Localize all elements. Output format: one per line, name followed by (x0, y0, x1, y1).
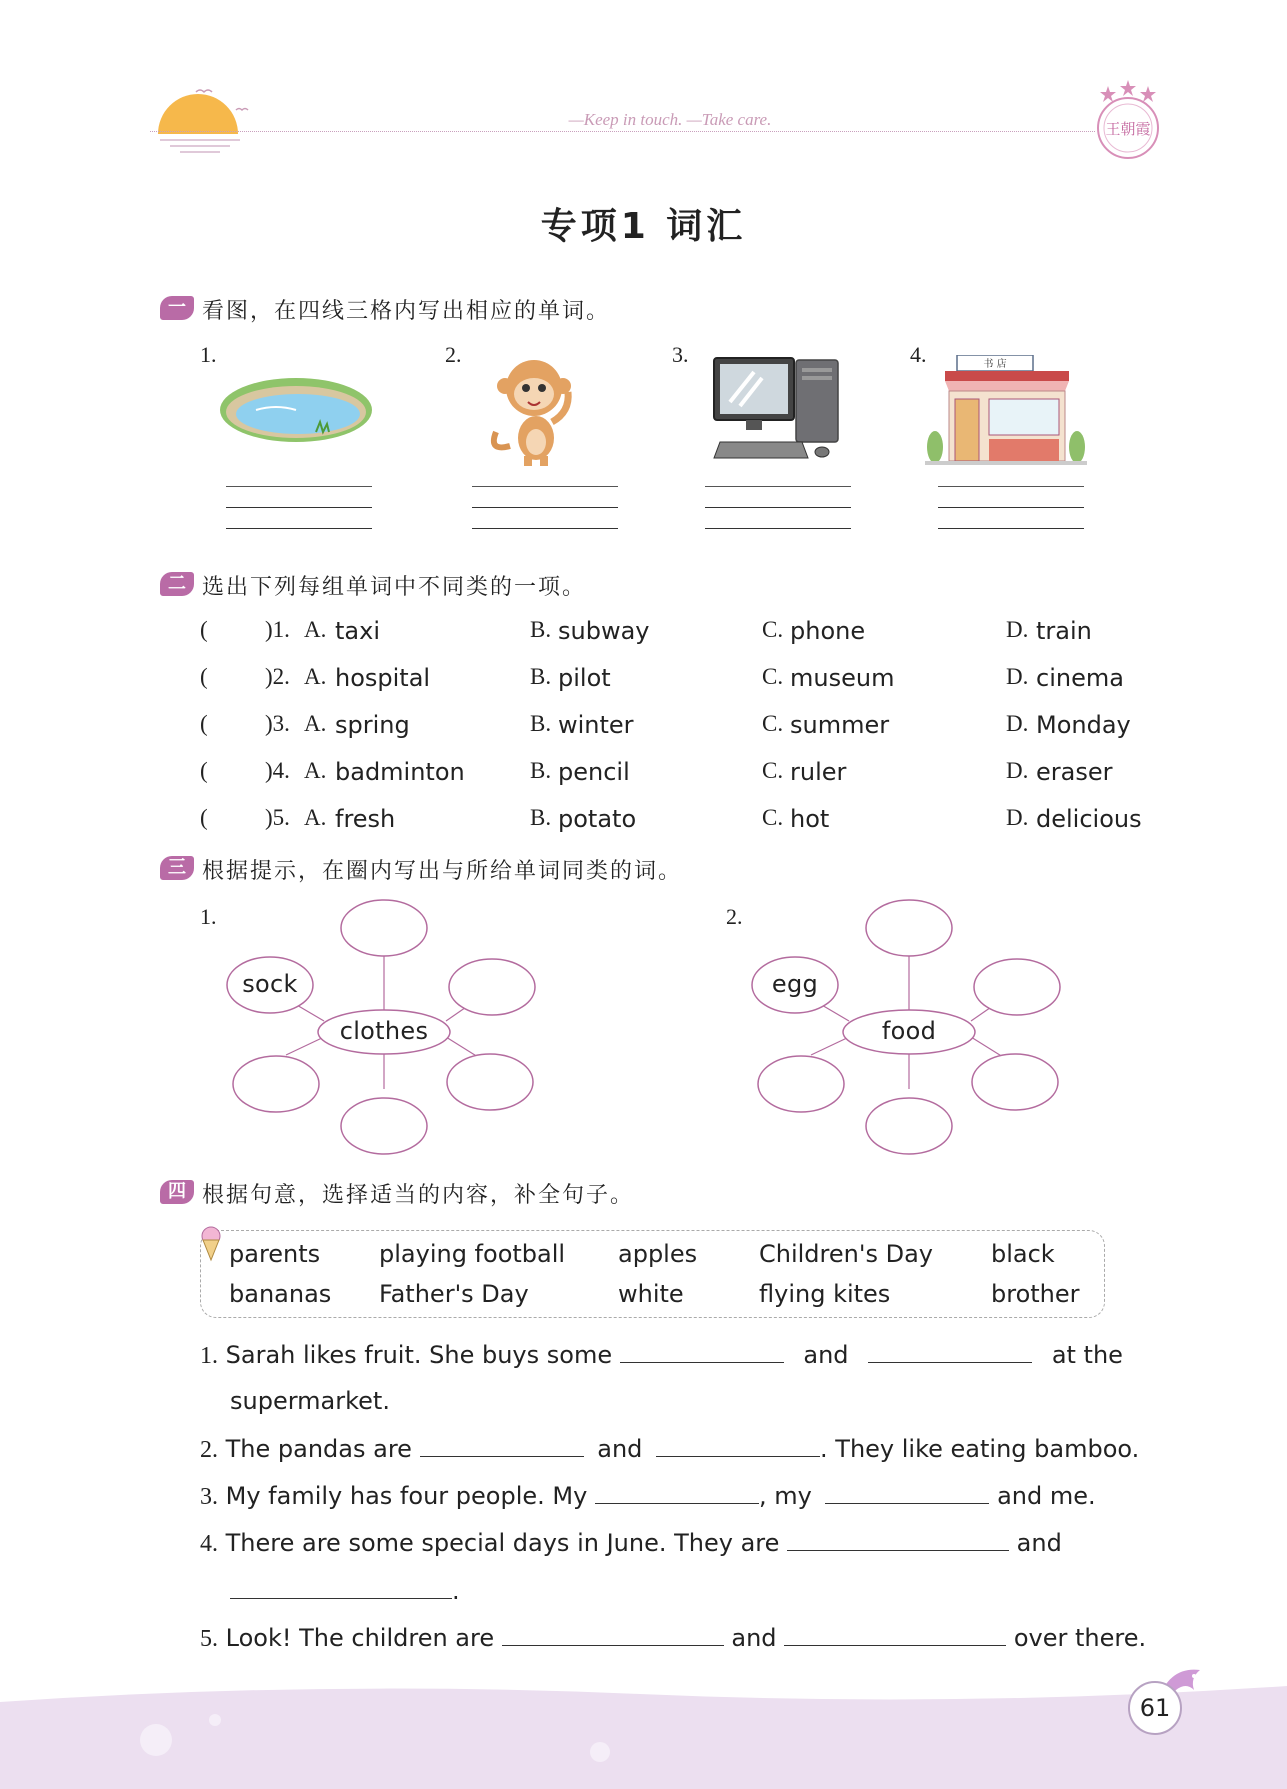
writing-lines[interactable] (705, 466, 851, 529)
option-c: museum (790, 664, 895, 692)
web-given-word: egg (771, 970, 819, 998)
answer-blank[interactable] (620, 1340, 784, 1363)
word-bank-item: Father's Day (379, 1280, 529, 1308)
svg-text:书 店: 书 店 (983, 359, 1007, 370)
sentence-number: 3. (200, 1484, 218, 1510)
web-circle (341, 900, 427, 956)
header-divider (150, 131, 1095, 132)
section-title: 选出下列每组单词中不同类的一项。 (202, 575, 587, 600)
option-label: A. (304, 664, 327, 689)
option-label: D. (1006, 617, 1029, 642)
option-label: B. (530, 617, 552, 642)
choice-row (200, 617, 1180, 657)
sentence-2 (200, 1434, 1139, 1464)
sentence-number: 2. (200, 1437, 218, 1463)
option-label: C. (762, 617, 784, 642)
sentence-text: My family has four people. My (225, 1482, 588, 1510)
option-a: spring (335, 711, 410, 739)
writing-lines[interactable] (226, 466, 372, 529)
question-number: )5. (265, 805, 290, 830)
web-circle (974, 959, 1060, 1015)
word-bank-item: playing football (379, 1240, 566, 1268)
pond-icon (216, 370, 376, 450)
web-circle (341, 1098, 427, 1154)
option-label: A. (304, 805, 327, 830)
item-number: 4. (910, 342, 927, 367)
sentence-text: and (731, 1624, 777, 1652)
option-label: B. (530, 711, 552, 736)
option-a: badminton (335, 758, 465, 786)
choice-row (200, 805, 1180, 845)
sentence-text: The pandas are (225, 1435, 412, 1463)
answer-blank[interactable] (656, 1434, 820, 1457)
section-badge: 四 (160, 1180, 194, 1204)
publisher-seal-icon (1088, 76, 1168, 168)
sentence-1-cont: supermarket. (230, 1387, 390, 1415)
web-given-word: sock (242, 970, 298, 998)
word-bank-item: white (618, 1280, 684, 1308)
option-label: B. (530, 664, 552, 689)
sentence-4 (200, 1528, 1062, 1558)
option-label: D. (1006, 758, 1029, 783)
section-badge: 三 (160, 856, 194, 880)
svg-text:王朝霞: 王朝霞 (1105, 120, 1151, 138)
option-b: pencil (558, 758, 630, 786)
item-number: 1. (200, 342, 217, 367)
sentence-text: There are some special days in June. They are (225, 1529, 780, 1557)
option-label: C. (762, 805, 784, 830)
answer-paren[interactable]: ( (200, 664, 208, 689)
sentence-text: . (452, 1577, 460, 1605)
option-b: winter (558, 711, 634, 739)
web-center-word: food (881, 1017, 937, 1045)
sentence-5 (200, 1623, 1146, 1653)
writing-lines[interactable] (472, 466, 618, 529)
answer-paren[interactable]: ( (200, 805, 208, 830)
web-circle (972, 1054, 1058, 1110)
web-circle (449, 959, 535, 1015)
computer-icon (710, 354, 845, 466)
section-title: 根据句意，选择适当的内容，补全句子。 (202, 1183, 635, 1208)
answer-blank[interactable] (825, 1481, 989, 1504)
web-circle (866, 1098, 952, 1154)
option-c: hot (790, 805, 830, 833)
sentence-number: 4. (200, 1531, 218, 1557)
option-d: eraser (1036, 758, 1113, 786)
option-label: C. (762, 664, 784, 689)
section-badge: 二 (160, 572, 194, 596)
item-number: 3. (672, 342, 689, 367)
option-d: train (1036, 617, 1092, 645)
web-circle (866, 900, 952, 956)
option-label: D. (1006, 711, 1029, 736)
sentence-number: 1. (200, 1343, 218, 1369)
answer-paren[interactable]: ( (200, 711, 208, 736)
sentence-text: and me. (997, 1482, 1096, 1510)
answer-blank[interactable] (420, 1434, 584, 1457)
sentence-number: 5. (200, 1626, 218, 1652)
choice-row (200, 711, 1180, 751)
monkey-icon (490, 350, 580, 468)
option-label: D. (1006, 664, 1029, 689)
option-d: delicious (1036, 805, 1142, 833)
word-bank-item: flying kites (759, 1280, 891, 1308)
word-bank-item: apples (618, 1240, 698, 1268)
option-d: cinema (1036, 664, 1124, 692)
option-label: B. (530, 805, 552, 830)
sentence-text: Look! The children are (225, 1624, 495, 1652)
web-number: 1. (200, 904, 217, 929)
answer-blank[interactable] (868, 1340, 1032, 1363)
sentence-text: over there. (1013, 1624, 1147, 1652)
sun-logo-icon (150, 84, 260, 154)
option-d: Monday (1036, 711, 1131, 739)
option-a: hospital (335, 664, 431, 692)
question-number: )4. (265, 758, 290, 783)
word-bank-item: black (991, 1240, 1055, 1268)
choice-row (200, 664, 1180, 704)
option-c: ruler (790, 758, 847, 786)
page-number: 61 (1128, 1681, 1182, 1735)
option-label: A. (304, 711, 327, 736)
web-circle (758, 1056, 844, 1112)
section-badge: 一 (160, 296, 194, 320)
option-label: D. (1006, 805, 1029, 830)
option-b: subway (558, 617, 650, 645)
option-c: phone (790, 617, 866, 645)
answer-blank[interactable] (502, 1623, 724, 1646)
answer-blank[interactable] (787, 1528, 1009, 1551)
word-bank-item: parents (229, 1240, 321, 1268)
sentence-text: at the (1051, 1341, 1123, 1369)
sentence-text: Sarah likes fruit. She buys some (225, 1341, 613, 1369)
web-circle (447, 1054, 533, 1110)
option-label: C. (762, 711, 784, 736)
page-title: 专项1 词汇 (540, 206, 747, 247)
web-circle (233, 1056, 319, 1112)
section-title: 根据提示，在圈内写出与所给单词同类的词。 (202, 859, 683, 884)
answer-blank[interactable] (595, 1481, 759, 1504)
question-number: )2. (265, 664, 290, 689)
option-label: B. (530, 758, 552, 783)
option-label: A. (304, 617, 327, 642)
word-bank-item: Children's Day (759, 1240, 933, 1268)
web-number: 2. (726, 904, 743, 929)
sentence-text: . They like eating bamboo. (820, 1435, 1140, 1463)
sentence-text: and (803, 1341, 849, 1369)
sentence-4-cont (230, 1576, 460, 1605)
option-b: potato (558, 805, 637, 833)
answer-blank[interactable] (784, 1623, 1006, 1646)
answer-blank[interactable] (230, 1576, 452, 1599)
option-label: A. (304, 758, 327, 783)
option-a: fresh (335, 805, 396, 833)
sentence-text: and (597, 1435, 643, 1463)
sentence-1 (200, 1340, 1123, 1370)
option-a: taxi (335, 617, 380, 645)
sentence-text: and (1016, 1529, 1062, 1557)
option-c: summer (790, 711, 890, 739)
word-bank-item: bananas (229, 1280, 332, 1308)
item-number: 2. (445, 342, 462, 367)
answer-paren[interactable]: ( (200, 758, 208, 783)
choice-row (200, 758, 1180, 798)
footer-wave (0, 1680, 1287, 1789)
web-center-word: clothes (339, 1017, 429, 1045)
question-number: )3. (265, 711, 290, 736)
ice-cream-icon (198, 1226, 224, 1262)
answer-paren[interactable]: ( (200, 617, 208, 642)
word-bank-item: brother (991, 1280, 1080, 1308)
writing-lines[interactable] (938, 466, 1084, 529)
header-tagline: —Keep in touch. —Take care. (568, 110, 772, 129)
option-label: C. (762, 758, 784, 783)
bookstore-icon (925, 355, 1087, 467)
question-number: )1. (265, 617, 290, 642)
sentence-text: , my (758, 1482, 812, 1510)
sentence-3 (200, 1481, 1096, 1511)
section-title: 看图，在四线三格内写出相应的单词。 (202, 299, 611, 324)
option-b: pilot (558, 664, 611, 692)
